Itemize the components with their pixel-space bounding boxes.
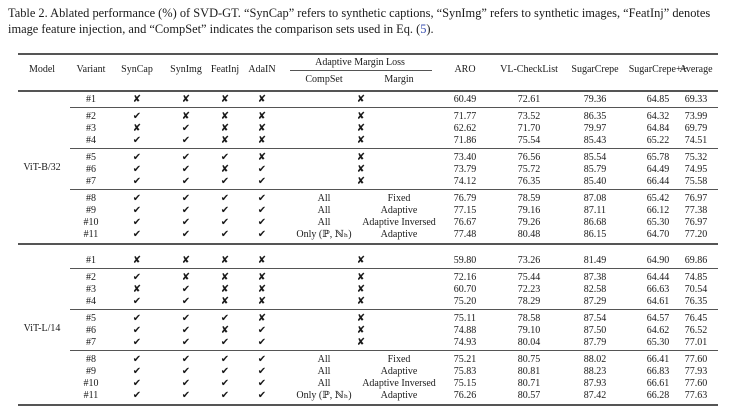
average-value: 77.60 bbox=[684, 378, 708, 389]
check-icon: ✔ bbox=[132, 354, 142, 365]
cross-icon: ✘ bbox=[132, 284, 142, 295]
check-icon: ✔ bbox=[257, 378, 267, 389]
cross-icon: ✘ bbox=[356, 152, 366, 163]
cross-icon: ✘ bbox=[132, 94, 142, 105]
vl-checklist-value: 80.71 bbox=[517, 378, 541, 389]
vl-checklist-value: 78.58 bbox=[517, 313, 541, 324]
variant-label: #5 bbox=[86, 152, 96, 163]
check-icon: ✔ bbox=[132, 296, 142, 307]
sugarcrepe-plus-plus-value: 65.78 bbox=[646, 152, 670, 163]
section-rule bbox=[70, 148, 718, 149]
sugarcrepe-value: 87.38 bbox=[583, 272, 607, 283]
sugarcrepe-plus-plus-value: 66.28 bbox=[646, 390, 670, 401]
check-icon: ✔ bbox=[132, 193, 142, 204]
check-icon: ✔ bbox=[132, 217, 142, 228]
header-model: Model bbox=[28, 64, 56, 75]
average-value: 76.45 bbox=[684, 313, 708, 324]
cross-icon: ✘ bbox=[356, 313, 366, 324]
vl-checklist-value: 80.48 bbox=[517, 229, 541, 240]
section-rule bbox=[70, 268, 718, 269]
compset-value: All bbox=[317, 217, 331, 228]
cross-icon: ✘ bbox=[356, 135, 366, 146]
cross-icon: ✘ bbox=[181, 111, 191, 122]
cross-icon: ✘ bbox=[257, 255, 267, 266]
check-icon: ✔ bbox=[132, 205, 142, 216]
check-icon: ✔ bbox=[220, 366, 230, 377]
sugarcrepe-value: 87.42 bbox=[583, 390, 607, 401]
sugarcrepe-plus-plus-value: 65.22 bbox=[646, 135, 670, 146]
header-sugarcrepe: SugarCrepe bbox=[571, 64, 619, 75]
aro-value: 74.93 bbox=[453, 337, 477, 348]
sugarcrepe-value: 87.50 bbox=[583, 325, 607, 336]
check-icon: ✔ bbox=[132, 164, 142, 175]
average-value: 74.51 bbox=[684, 135, 708, 146]
sugarcrepe-value: 88.23 bbox=[583, 366, 607, 377]
sugarcrepe-value: 86.15 bbox=[583, 229, 607, 240]
variant-label: #2 bbox=[86, 111, 96, 122]
average-value: 77.63 bbox=[684, 390, 708, 401]
check-icon: ✔ bbox=[132, 229, 142, 240]
cross-icon: ✘ bbox=[220, 94, 230, 105]
check-icon: ✔ bbox=[257, 325, 267, 336]
check-icon: ✔ bbox=[257, 217, 267, 228]
header-average: Average bbox=[679, 64, 713, 75]
cross-icon: ✘ bbox=[220, 272, 230, 283]
sugarcrepe-value: 79.97 bbox=[583, 123, 607, 134]
variant-label: #8 bbox=[86, 193, 96, 204]
check-icon: ✔ bbox=[132, 111, 142, 122]
variant-label: #1 bbox=[86, 94, 96, 105]
cross-icon: ✘ bbox=[356, 111, 366, 122]
check-icon: ✔ bbox=[181, 164, 191, 175]
check-icon: ✔ bbox=[220, 313, 230, 324]
check-icon: ✔ bbox=[220, 378, 230, 389]
check-icon: ✔ bbox=[220, 229, 230, 240]
margin-value: Adaptive bbox=[380, 366, 418, 377]
sugarcrepe-plus-plus-value: 66.83 bbox=[646, 366, 670, 377]
vl-checklist-value: 75.54 bbox=[517, 135, 541, 146]
vl-checklist-value: 72.61 bbox=[517, 94, 541, 105]
cross-icon: ✘ bbox=[356, 272, 366, 283]
vl-checklist-value: 80.75 bbox=[517, 354, 541, 365]
check-icon: ✔ bbox=[132, 152, 142, 163]
vl-checklist-value: 79.10 bbox=[517, 325, 541, 336]
check-icon: ✔ bbox=[181, 325, 191, 336]
header-bottom-rule bbox=[18, 90, 718, 92]
cross-icon: ✘ bbox=[257, 284, 267, 295]
compset-value: All bbox=[317, 193, 331, 204]
average-value: 69.33 bbox=[684, 94, 708, 105]
section-rule bbox=[70, 350, 718, 351]
variant-label: #8 bbox=[86, 354, 96, 365]
average-value: 73.99 bbox=[684, 111, 708, 122]
margin-value: Adaptive Inversed bbox=[362, 378, 436, 389]
check-icon: ✔ bbox=[132, 337, 142, 348]
check-icon: ✔ bbox=[181, 123, 191, 134]
sugarcrepe-value: 82.58 bbox=[583, 284, 607, 295]
vl-checklist-value: 80.04 bbox=[517, 337, 541, 348]
check-icon: ✔ bbox=[220, 354, 230, 365]
cross-icon: ✘ bbox=[220, 255, 230, 266]
check-icon: ✔ bbox=[257, 205, 267, 216]
sugarcrepe-plus-plus-value: 65.42 bbox=[646, 193, 670, 204]
header-vl-checklist: VL-CheckList bbox=[500, 64, 558, 75]
cross-icon: ✘ bbox=[220, 111, 230, 122]
sugarcrepe-plus-plus-value: 64.90 bbox=[646, 255, 670, 266]
check-icon: ✔ bbox=[132, 366, 142, 377]
sugarcrepe-plus-plus-value: 64.32 bbox=[646, 111, 670, 122]
sugarcrepe-plus-plus-value: 64.49 bbox=[646, 164, 670, 175]
cross-icon: ✘ bbox=[181, 272, 191, 283]
compset-value: All bbox=[317, 366, 331, 377]
variant-label: #10 bbox=[83, 378, 99, 389]
header-synimg: SynImg bbox=[170, 64, 202, 75]
sugarcrepe-plus-plus-value: 64.61 bbox=[646, 296, 670, 307]
sugarcrepe-plus-plus-value: 64.85 bbox=[646, 94, 670, 105]
compset-value: All bbox=[317, 205, 331, 216]
cross-icon: ✘ bbox=[356, 164, 366, 175]
aro-value: 75.83 bbox=[453, 366, 477, 377]
check-icon: ✔ bbox=[220, 205, 230, 216]
compset-value: Only (ℙ, ℕₕ) bbox=[296, 390, 352, 401]
average-value: 77.01 bbox=[684, 337, 708, 348]
variant-label: #6 bbox=[86, 325, 96, 336]
section-rule bbox=[70, 189, 718, 190]
variant-label: #2 bbox=[86, 272, 96, 283]
cross-icon: ✘ bbox=[220, 325, 230, 336]
cross-icon: ✘ bbox=[132, 123, 142, 134]
sugarcrepe-plus-plus-value: 65.30 bbox=[646, 337, 670, 348]
vl-checklist-value: 73.26 bbox=[517, 255, 541, 266]
sugarcrepe-value: 87.54 bbox=[583, 313, 607, 324]
aro-value: 60.70 bbox=[453, 284, 477, 295]
average-value: 75.58 bbox=[684, 176, 708, 187]
header-aro: ARO bbox=[454, 64, 476, 75]
check-icon: ✔ bbox=[220, 217, 230, 228]
check-icon: ✔ bbox=[257, 366, 267, 377]
sugarcrepe-value: 87.79 bbox=[583, 337, 607, 348]
sugarcrepe-plus-plus-value: 64.44 bbox=[646, 272, 670, 283]
cross-icon: ✘ bbox=[257, 272, 267, 283]
sugarcrepe-value: 86.35 bbox=[583, 111, 607, 122]
check-icon: ✔ bbox=[132, 313, 142, 324]
check-icon: ✔ bbox=[181, 366, 191, 377]
vl-checklist-value: 75.44 bbox=[517, 272, 541, 283]
check-icon: ✔ bbox=[257, 337, 267, 348]
average-value: 76.52 bbox=[684, 325, 708, 336]
aro-value: 75.15 bbox=[453, 378, 477, 389]
header-syncap: SynCap bbox=[121, 64, 153, 75]
check-icon: ✔ bbox=[132, 135, 142, 146]
check-icon: ✔ bbox=[132, 325, 142, 336]
cross-icon: ✘ bbox=[257, 313, 267, 324]
sugarcrepe-plus-plus-value: 64.62 bbox=[646, 325, 670, 336]
check-icon: ✔ bbox=[220, 390, 230, 401]
model-separator-rule bbox=[18, 243, 718, 245]
cross-icon: ✘ bbox=[356, 296, 366, 307]
vl-checklist-value: 79.16 bbox=[517, 205, 541, 216]
aro-value: 72.16 bbox=[453, 272, 477, 283]
check-icon: ✔ bbox=[181, 337, 191, 348]
check-icon: ✔ bbox=[181, 390, 191, 401]
cross-icon: ✘ bbox=[220, 284, 230, 295]
cross-icon: ✘ bbox=[220, 164, 230, 175]
vl-checklist-value: 78.59 bbox=[517, 193, 541, 204]
sugarcrepe-plus-plus-value: 66.61 bbox=[646, 378, 670, 389]
check-icon: ✔ bbox=[257, 176, 267, 187]
sugarcrepe-value: 85.43 bbox=[583, 135, 607, 146]
variant-label: #9 bbox=[86, 205, 96, 216]
average-value: 75.32 bbox=[684, 152, 708, 163]
sugarcrepe-value: 87.11 bbox=[583, 205, 607, 216]
aro-value: 59.80 bbox=[453, 255, 477, 266]
sugarcrepe-value: 86.68 bbox=[583, 217, 607, 228]
vl-checklist-value: 79.26 bbox=[517, 217, 541, 228]
check-icon: ✔ bbox=[181, 284, 191, 295]
check-icon: ✔ bbox=[220, 193, 230, 204]
aro-value: 75.11 bbox=[453, 313, 477, 324]
average-value: 74.95 bbox=[684, 164, 708, 175]
vl-checklist-value: 80.81 bbox=[517, 366, 541, 377]
check-icon: ✔ bbox=[132, 378, 142, 389]
equation-reference-link[interactable]: 5 bbox=[420, 22, 427, 36]
aro-value: 74.12 bbox=[453, 176, 477, 187]
header-variant: Variant bbox=[76, 64, 106, 75]
check-icon: ✔ bbox=[181, 378, 191, 389]
header-adaptive-margin-loss: Adaptive Margin Loss bbox=[315, 57, 405, 68]
check-icon: ✔ bbox=[257, 354, 267, 365]
variant-label: #4 bbox=[86, 296, 96, 307]
check-icon: ✔ bbox=[257, 164, 267, 175]
average-value: 69.86 bbox=[684, 255, 708, 266]
vl-checklist-value: 76.56 bbox=[517, 152, 541, 163]
average-value: 74.85 bbox=[684, 272, 708, 283]
sugarcrepe-plus-plus-value: 64.70 bbox=[646, 229, 670, 240]
header-compset: CompSet bbox=[305, 74, 343, 85]
top-rule bbox=[18, 53, 718, 55]
check-icon: ✔ bbox=[181, 176, 191, 187]
aro-value: 60.49 bbox=[453, 94, 477, 105]
check-icon: ✔ bbox=[181, 135, 191, 146]
check-icon: ✔ bbox=[181, 354, 191, 365]
sugarcrepe-value: 87.93 bbox=[583, 378, 607, 389]
average-value: 77.38 bbox=[684, 205, 708, 216]
aro-value: 73.79 bbox=[453, 164, 477, 175]
aro-value: 76.79 bbox=[453, 193, 477, 204]
check-icon: ✔ bbox=[181, 296, 191, 307]
variant-label: #6 bbox=[86, 164, 96, 175]
sugarcrepe-plus-plus-value: 66.63 bbox=[646, 284, 670, 295]
sugarcrepe-plus-plus-value: 66.41 bbox=[646, 354, 670, 365]
average-value: 69.79 bbox=[684, 123, 708, 134]
cross-icon: ✘ bbox=[257, 152, 267, 163]
caption-tail: ). bbox=[426, 22, 434, 36]
sugarcrepe-plus-plus-value: 64.84 bbox=[646, 123, 670, 134]
margin-value: Adaptive bbox=[380, 205, 418, 216]
variant-label: #11 bbox=[83, 229, 99, 240]
header-sugarcrepe-plus-plus: SugarCrepe++ bbox=[628, 64, 688, 75]
check-icon: ✔ bbox=[220, 152, 230, 163]
table-caption bbox=[8, 5, 728, 37]
margin-value: Adaptive Inversed bbox=[362, 217, 436, 228]
variant-label: #3 bbox=[86, 284, 96, 295]
variant-label: #1 bbox=[86, 255, 96, 266]
sugarcrepe-value: 87.08 bbox=[583, 193, 607, 204]
header-margin: Margin bbox=[384, 74, 414, 85]
check-icon: ✔ bbox=[181, 217, 191, 228]
aro-value: 76.26 bbox=[453, 390, 477, 401]
check-icon: ✔ bbox=[257, 229, 267, 240]
check-icon: ✔ bbox=[181, 193, 191, 204]
variant-label: #4 bbox=[86, 135, 96, 146]
vl-checklist-value: 75.72 bbox=[517, 164, 541, 175]
check-icon: ✔ bbox=[132, 176, 142, 187]
aro-value: 75.21 bbox=[453, 354, 477, 365]
header-adain: AdaIN bbox=[248, 64, 276, 75]
check-icon: ✔ bbox=[220, 176, 230, 187]
sugarcrepe-value: 87.29 bbox=[583, 296, 607, 307]
vl-checklist-value: 71.70 bbox=[517, 123, 541, 134]
aro-value: 71.77 bbox=[453, 111, 477, 122]
check-icon: ✔ bbox=[181, 205, 191, 216]
sugarcrepe-value: 79.36 bbox=[583, 94, 607, 105]
cross-icon: ✘ bbox=[356, 284, 366, 295]
margin-value: Adaptive bbox=[380, 229, 418, 240]
cross-icon: ✘ bbox=[356, 325, 366, 336]
margin-value: Fixed bbox=[387, 354, 411, 365]
cross-icon: ✘ bbox=[356, 176, 366, 187]
aro-value: 74.88 bbox=[453, 325, 477, 336]
sugarcrepe-value: 81.49 bbox=[583, 255, 607, 266]
cross-icon: ✘ bbox=[220, 123, 230, 134]
check-icon: ✔ bbox=[181, 152, 191, 163]
cross-icon: ✘ bbox=[181, 94, 191, 105]
compset-value: All bbox=[317, 354, 331, 365]
cross-icon: ✘ bbox=[257, 296, 267, 307]
average-value: 76.97 bbox=[684, 193, 708, 204]
cross-icon: ✘ bbox=[132, 255, 142, 266]
aro-value: 73.40 bbox=[453, 152, 477, 163]
model-name: ViT-L/14 bbox=[23, 323, 61, 334]
variant-label: #10 bbox=[83, 217, 99, 228]
vl-checklist-value: 72.23 bbox=[517, 284, 541, 295]
variant-label: #5 bbox=[86, 313, 96, 324]
variant-label: #7 bbox=[86, 337, 96, 348]
variant-label: #11 bbox=[83, 390, 99, 401]
adaptive-margin-loss-subrule bbox=[290, 70, 432, 71]
average-value: 76.97 bbox=[684, 217, 708, 228]
cross-icon: ✘ bbox=[220, 135, 230, 146]
average-value: 77.60 bbox=[684, 354, 708, 365]
sugarcrepe-plus-plus-value: 66.44 bbox=[646, 176, 670, 187]
vl-checklist-value: 73.52 bbox=[517, 111, 541, 122]
aro-value: 77.15 bbox=[453, 205, 477, 216]
margin-value: Fixed bbox=[387, 193, 411, 204]
variant-label: #7 bbox=[86, 176, 96, 187]
check-icon: ✔ bbox=[181, 313, 191, 324]
sugarcrepe-plus-plus-value: 66.12 bbox=[646, 205, 670, 216]
compset-value: Only (ℙ, ℕₕ) bbox=[296, 229, 352, 240]
average-value: 77.93 bbox=[684, 366, 708, 377]
aro-value: 62.62 bbox=[453, 123, 477, 134]
bottom-rule bbox=[18, 404, 718, 406]
average-value: 77.20 bbox=[684, 229, 708, 240]
check-icon: ✔ bbox=[132, 390, 142, 401]
cross-icon: ✘ bbox=[356, 123, 366, 134]
aro-value: 75.20 bbox=[453, 296, 477, 307]
sugarcrepe-value: 85.54 bbox=[583, 152, 607, 163]
cross-icon: ✘ bbox=[220, 296, 230, 307]
compset-value: All bbox=[317, 378, 331, 389]
vl-checklist-value: 78.29 bbox=[517, 296, 541, 307]
cross-icon: ✘ bbox=[356, 94, 366, 105]
variant-label: #3 bbox=[86, 123, 96, 134]
aro-value: 76.67 bbox=[453, 217, 477, 228]
cross-icon: ✘ bbox=[181, 255, 191, 266]
check-icon: ✔ bbox=[257, 193, 267, 204]
caption-lead: Table 2. Ablated performance (%) of SVD-GT. “SynCap” refers to synthetic captions, “SynImg” refers to synthetic images, “FeatInj” denotes image feature injection, and “CompSet” indicates the comparison sets used in Eq. ( bbox=[8, 6, 711, 36]
cross-icon: ✘ bbox=[356, 337, 366, 348]
header-featinj: FeatInj bbox=[210, 64, 240, 75]
section-rule bbox=[70, 107, 718, 108]
margin-value: Adaptive bbox=[380, 390, 418, 401]
cross-icon: ✘ bbox=[257, 123, 267, 134]
sugarcrepe-value: 88.02 bbox=[583, 354, 607, 365]
check-icon: ✔ bbox=[220, 337, 230, 348]
cross-icon: ✘ bbox=[257, 135, 267, 146]
check-icon: ✔ bbox=[132, 272, 142, 283]
vl-checklist-value: 76.35 bbox=[517, 176, 541, 187]
check-icon: ✔ bbox=[181, 229, 191, 240]
model-name: ViT-B/32 bbox=[23, 162, 61, 173]
cross-icon: ✘ bbox=[257, 94, 267, 105]
section-rule bbox=[70, 309, 718, 310]
aro-value: 77.48 bbox=[453, 229, 477, 240]
aro-value: 71.86 bbox=[453, 135, 477, 146]
check-icon: ✔ bbox=[257, 390, 267, 401]
average-value: 70.54 bbox=[684, 284, 708, 295]
cross-icon: ✘ bbox=[356, 255, 366, 266]
sugarcrepe-plus-plus-value: 65.30 bbox=[646, 217, 670, 228]
vl-checklist-value: 80.57 bbox=[517, 390, 541, 401]
sugarcrepe-value: 85.40 bbox=[583, 176, 607, 187]
sugarcrepe-plus-plus-value: 64.57 bbox=[646, 313, 670, 324]
sugarcrepe-value: 85.79 bbox=[583, 164, 607, 175]
variant-label: #9 bbox=[86, 366, 96, 377]
cross-icon: ✘ bbox=[257, 111, 267, 122]
average-value: 76.35 bbox=[684, 296, 708, 307]
